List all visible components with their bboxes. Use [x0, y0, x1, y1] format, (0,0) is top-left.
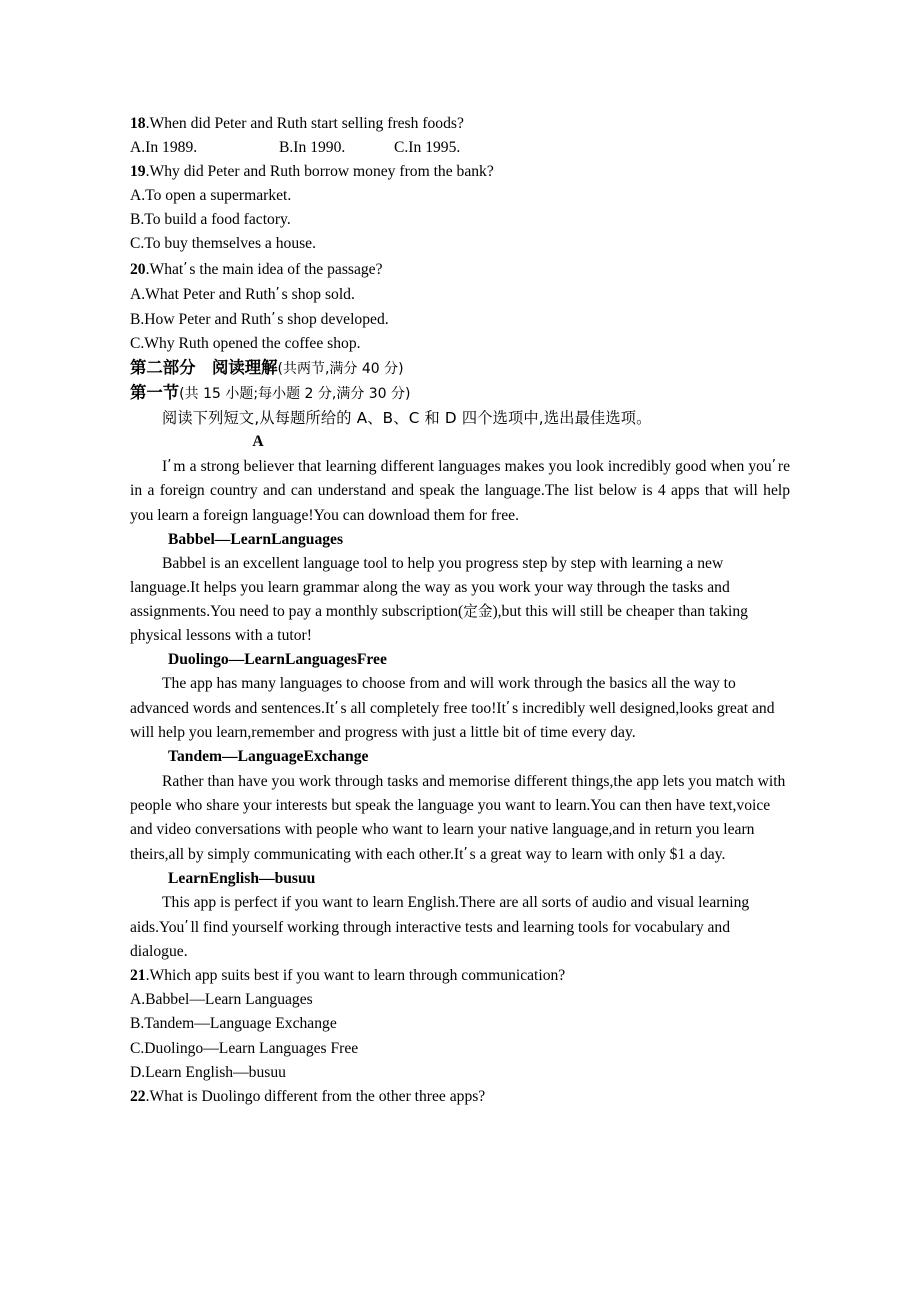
app-body-babbel-gloss: 定金: [463, 602, 493, 620]
question-19: [130, 160, 790, 184]
document-body: [130, 112, 790, 1109]
question-20-option-b[interactable]: [130, 307, 790, 332]
question-20-number: 20: [130, 260, 146, 278]
passage-letter-a-text: A: [252, 433, 264, 451]
app-body-duolingo-p3: s incredibly well designed,looks great and will help you learn,remember and progress with just a little bit of time every day.: [130, 700, 775, 742]
app-body-babbel-before: Babbel is an excellent language tool to help you progress step by step with learning a new language.It helps you learn grammar along the way as you work your way through the tasks and assignments.You need to pay a monthly subscription(: [130, 554, 730, 620]
passage-intro-before: I: [162, 458, 168, 476]
question-21-option-a[interactable]: A.Babbel—Learn Languages: [130, 991, 313, 1009]
question-21-option-c[interactable]: C.Duolingo—Learn Languages Free: [130, 1039, 359, 1057]
apostrophe-glyph: ’: [771, 458, 776, 474]
apostrophe-glyph: ’: [184, 919, 189, 935]
question-18-option-c[interactable]: C.In 1995.: [394, 139, 461, 157]
app-body-tandem: [130, 770, 790, 867]
question-18-text: .When did Peter and Ruth start selling fresh foods?: [145, 115, 464, 132]
question-18-option-a[interactable]: A.In 1989.: [130, 139, 198, 157]
passage-intro-mid: m a strong believer that learning different languages makes you look incredibly good when you: [173, 458, 772, 476]
question-20-option-a-after: s shop sold.: [281, 285, 355, 303]
part-two-header: [130, 356, 790, 381]
app-body-tandem-p1: Rather than have you work through tasks and memorise different things,the app lets you match with people who share your interests but speak the language you want to learn.You can then have text,voice and video conversations with people who want to learn your native language,and in return you learn theirs,all by simply communicating with each other.It: [130, 772, 786, 863]
question-22: [130, 1085, 790, 1109]
apostrophe-glyph: ’: [334, 700, 339, 716]
question-21-text: .Which app suits best if you want to learn through communication?: [145, 967, 566, 985]
part-two-title: 阅读理解: [211, 357, 278, 377]
passage-intro-paragraph: [130, 454, 790, 527]
question-22-number: 22: [130, 1087, 146, 1105]
section-one-label: 第一节: [130, 383, 180, 403]
question-19-option-b[interactable]: B.To build a food factory.: [130, 211, 291, 229]
apostrophe-glyph: ’: [271, 310, 276, 326]
question-19-option-c[interactable]: C.To buy themselves a house.: [130, 235, 317, 253]
app-heading-busuu: LearnEnglish—busuu: [168, 869, 316, 887]
question-20-option-c[interactable]: C.Why Ruth opened the coffee shop.: [130, 334, 361, 352]
apostrophe-glyph: ’: [463, 845, 468, 861]
question-21-option-d[interactable]: D.Learn English—busuu: [130, 1063, 286, 1081]
question-18-number: 18: [130, 115, 146, 132]
reading-instruction: 阅读下列短文,从每题所给的 A、B、C 和 D 四个选项中,选出最佳选项。: [162, 409, 652, 428]
passage-intro-after: re in a foreign country and can understand and speak the language.The list below is 4 apps that will help you learn a foreign language!You can download them for free.: [130, 458, 790, 524]
apostrophe-glyph: ’: [505, 700, 511, 716]
question-19-number: 19: [130, 163, 146, 181]
question-20-option-a[interactable]: [130, 282, 790, 307]
section-one-paren: (共 15 小题;每小题 2 分,满分 30 分): [179, 386, 411, 403]
app-body-duolingo-p2: s all completely free too!It: [340, 700, 506, 718]
question-18-options: [130, 136, 790, 160]
question-19-text: .Why did Peter and Ruth borrow money from the bank?: [145, 163, 494, 181]
app-body-busuu-p1: This app is perfect if you want to learn English.There are all sorts of audio and visual learning aids.You: [130, 894, 750, 937]
section-one-header: [130, 381, 790, 406]
app-body-babbel-after: ),but this will still be cheaper than taking physical lessons with a tutor!: [130, 602, 748, 644]
question-18-option-b[interactable]: B.In 1990.: [279, 139, 346, 157]
question-20: [130, 257, 790, 282]
question-20-option-b-after: s shop developed.: [277, 310, 389, 328]
app-heading-duolingo: Duolingo—LearnLanguagesFree: [168, 651, 387, 669]
part-two-paren: (共两节,满分 40 分): [277, 360, 404, 377]
apostrophe-glyph: ’: [183, 260, 188, 276]
part-two-label: 第二部分: [130, 357, 196, 377]
question-21: [130, 964, 790, 988]
app-body-busuu-p2: ll find yourself working through interactive tests and learning tools for vocabulary and dialogue.: [130, 919, 731, 961]
question-21-option-b[interactable]: B.Tandem—Language Exchange: [130, 1015, 337, 1033]
question-22-text: .What is Duolingo different from the other three apps?: [145, 1087, 486, 1105]
passage-letter-a: [130, 430, 790, 454]
app-body-tandem-p2: s a great way to learn with only $1 a day.: [469, 845, 726, 863]
question-20-option-a-before: A.What Peter and Ruth: [130, 285, 276, 303]
question-19-option-a[interactable]: A.To open a supermarket.: [130, 187, 292, 205]
app-heading-tandem: Tandem—LanguageExchange: [168, 748, 369, 766]
app-body-busuu: [130, 891, 790, 964]
app-body-duolingo-p1: The app has many languages to choose from and will work through the basics all the way to advanced words and sentences.It: [130, 675, 736, 718]
question-21-number: 21: [130, 967, 146, 985]
question-20-text-before: .What: [145, 260, 184, 278]
apostrophe-glyph: ’: [167, 458, 172, 474]
app-heading-babbel: Babbel—LearnLanguages: [168, 530, 344, 548]
question-18: [130, 112, 790, 136]
question-20-text-after: s the main idea of the passage?: [189, 260, 383, 278]
app-body-babbel: [130, 552, 790, 648]
question-20-option-b-before: B.How Peter and Ruth: [130, 310, 272, 328]
app-body-duolingo: [130, 672, 790, 745]
apostrophe-glyph: ’: [275, 285, 280, 301]
